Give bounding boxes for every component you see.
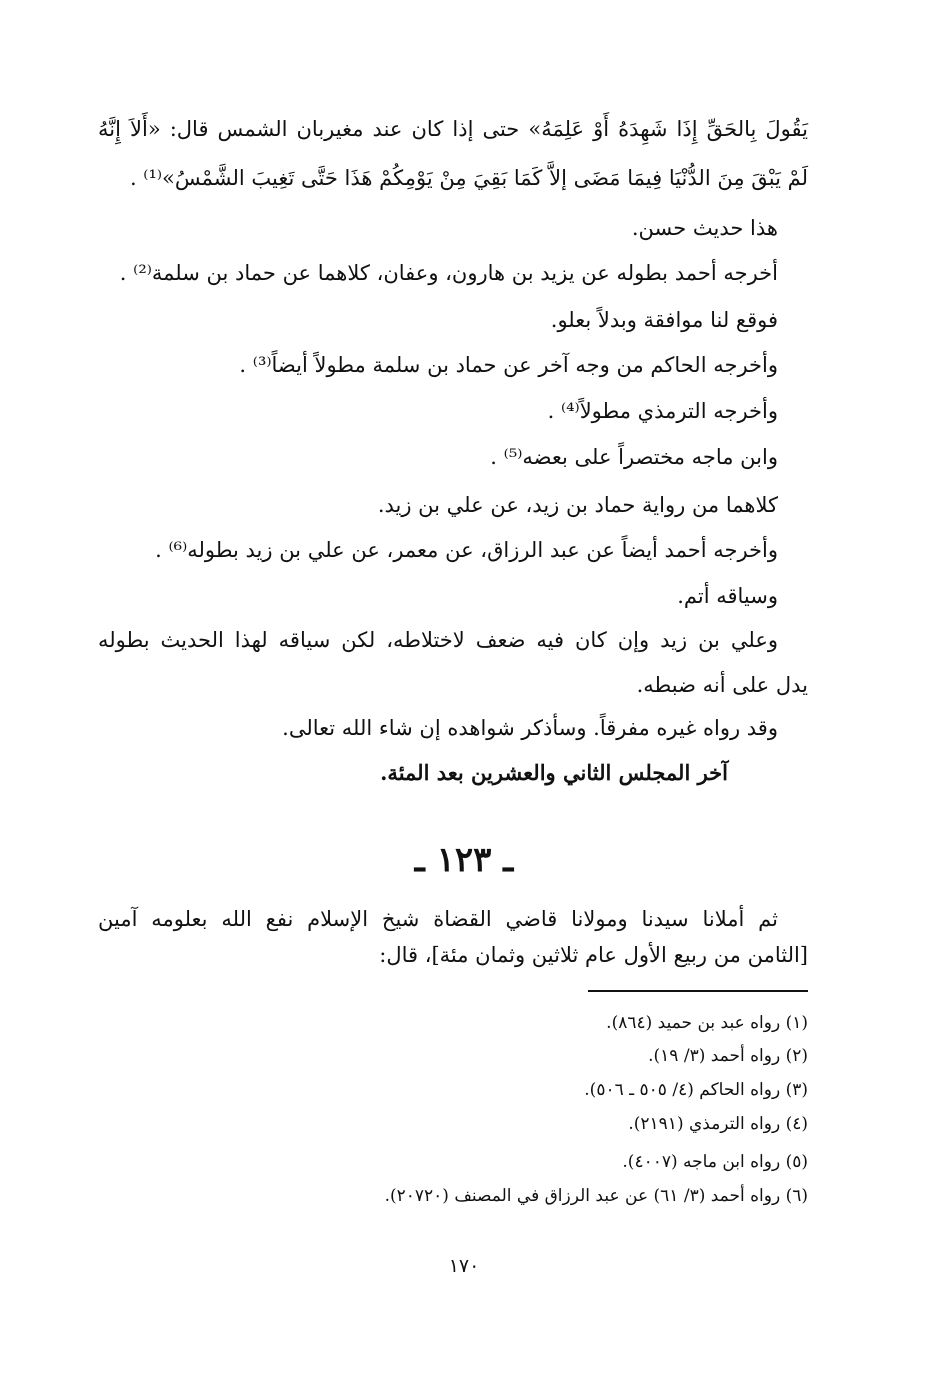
footnote-3: (٣) رواه الحاكم (٤/ ٥٠٥ ـ ٥٠٦).: [584, 1080, 808, 1100]
footnote-2: (٢) رواه أحمد (٣/ ١٩).: [648, 1046, 808, 1066]
body-line-9: كلاهما من رواية حماد بن زيد، عن علي بن زيد.: [377, 493, 778, 517]
body-line-4: أخرجه أحمد بطوله عن يزيد بن هارون، وعفان، كلاهما عن حماد بن سلمة⁽²⁾ .: [119, 261, 778, 285]
body-line-3: هذا حديث حسن.: [631, 216, 778, 240]
footnote-1: (١) رواه عبد بن حميد (٨٦٤).: [606, 1013, 808, 1033]
body-line-13: يدل على أنه ضبطه.: [636, 673, 808, 697]
footnote-4: (٤) رواه الترمذي (٢١٩١).: [628, 1114, 808, 1134]
body-line-2: لَمْ يَبْقَ مِنَ الدُّنْيَا فِيمَا مَضَى إلاَّ كَمَا بَقِيَ مِنْ يَوْمِكُمْ هَذَا حَتَّى تَغِيبَ الشَّمْسُ»⁽¹⁾ .: [129, 166, 808, 190]
page-number: ١٧٠: [448, 1255, 480, 1277]
body-line-6: وأخرجه الحاكم من وجه آخر عن حماد بن سلمة مطولاً أيضاً⁽³⁾ .: [239, 353, 778, 377]
session-end-line: آخر المجلس الثاني والعشرين بعد المئة.: [380, 760, 728, 785]
body-line-7: وأخرجه الترمذي مطولاً⁽⁴⁾ .: [547, 399, 778, 423]
footnote-separator: [588, 990, 808, 992]
body-line-8: وابن ماجه مختصراً على بعضه⁽⁵⁾ .: [490, 445, 778, 469]
body-line-11: وسياقه أتم.: [677, 584, 778, 608]
intro-line-2: [الثامن من ربيع الأول عام ثلاثين وثمان مئة]، قال:: [379, 943, 808, 967]
body-line-12: وعلي بن زيد وإن كان فيه ضعف لاختلاطه، لكن سياقه لهذا الحديث بطوله: [98, 628, 778, 652]
body-line-14: وقد رواه غيره مفرقاً. وسأذكر شواهده إن شاء الله تعالى.: [282, 716, 778, 740]
section-number-heading: ـ ١٢٣ ـ: [414, 840, 514, 880]
body-line-10: وأخرجه أحمد أيضاً عن عبد الرزاق، عن معمر، عن علي بن زيد بطوله⁽⁶⁾ .: [155, 538, 778, 562]
body-line-1: يَقُولَ بِالحَقِّ إِذَا شَهِدَهُ أَوْ عَلِمَهُ» حتى إذا كان عند مغيربان الشمس قال: «أَلاَ إِنَّهُ: [98, 117, 808, 141]
footnote-6: (٦) رواه أحمد (٣/ ٦١) عن عبد الرزاق في المصنف (٢٠٧٢٠).: [384, 1186, 808, 1206]
footnote-5: (٥) رواه ابن ماجه (٤٠٠٧).: [622, 1152, 808, 1172]
intro-line-1: ثم أملانا سيدنا ومولانا قاضي القضاة شيخ الإسلام نفع الله بعلومه آمين: [98, 907, 778, 931]
body-line-5: فوقع لنا موافقة وبدلاً بعلو.: [550, 308, 778, 332]
